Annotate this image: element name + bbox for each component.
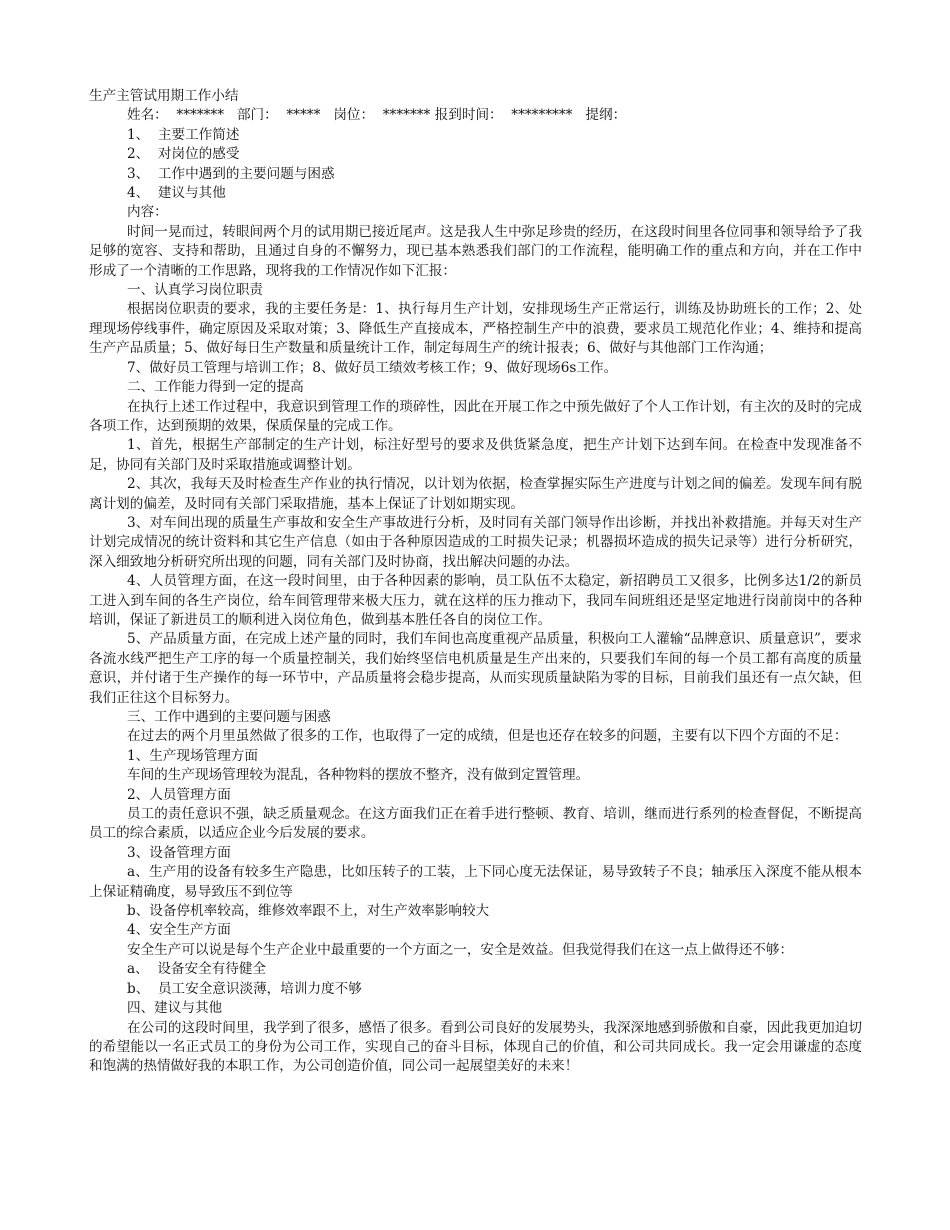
paragraph: 5、产品质量方面，在完成上述产量的同时，我们车间也高度重视产品质量，积极向工人灌输“品牌意识、质量意识”，要求各流水线严把生产工序的每一个质量控制关，我们始终坚信电机质量是生产出来的，只要我们车间的每一个员工都有高度的质量意识，并付诸于生产操作的每一环节中，产品质量将会稳步提高，从而实现质量缺陷为零的目标，目前我们虽还有一点欠缺，但我们正往这个目标努力。 <box>89 631 862 706</box>
paragraph: 车间的生产现场管理较为混乱，各种物料的摆放不整齐，没有做到定置管理。 <box>127 767 590 784</box>
paragraph: 1、首先，根据生产部制定的生产计划，标注好型号的要求及供货紧急度，把生产计划下达到车间。在检查中发现准备不足，协同有关部门及时采取措施或调整计划。 <box>89 437 862 473</box>
outline-item: 1、 主要工作简述 <box>127 126 240 143</box>
intro-paragraph: 时间一晃而过，转眼间两个月的试用期已接近尾声。这是我人生中弥足珍贵的经历，在这段时间里各位同事和领导给予了我足够的宽容、支持和帮助，且通过自身的不懈努力，现已基本熟悉我们部门的工作流程，能明确工作的重点和方向，并在工作中形成了一个清晰的工作思路，现将我的工作情况作如下汇报： <box>89 223 862 279</box>
paragraph: 3、对车间出现的质量生产事故和安全生产事故进行分析，及时同有关部门领导作出诊断，并找出补救措施。并每天对生产计划完成情况的统计资料和其它生产信息（如由于各种原因造成的工时损失记录；机器损坏造成的损失记录等）进行分析研究，深入细致地分析研究所出现的问题，同有关部门及时协商，找出解决问题的办法。 <box>89 514 862 570</box>
outline-item: 3、 工作中遇到的主要问题与困惑 <box>127 165 335 182</box>
outline-item: 4、 建议与其他 <box>127 185 226 202</box>
paragraph: a、生产用的设备有较多生产隐患，比如压转子的工装，上下同心度无法保证，易导致转子不良；轴承压入深度不能从根本上保证精确度，易导致压不到位等 <box>89 864 862 900</box>
list-item: a、 设备安全有待健全 <box>127 961 267 978</box>
paragraph: 根据岗位职责的要求，我的主要任务是：1、执行每月生产计划，安排现场生产正常运行，训练及协助班长的工作；2、处理现场停线事件，确定原因及采取对策；3、降低生产直接成本，严格控制生产中的浪费，要求员工规范化作业；4、维持和提高生产产品质量；5、做好每日生产数量和质量统计工作，制定每周生产的统计报表；6、做好与其他部门工作沟通； <box>89 301 862 357</box>
paragraph: 在执行上述工作过程中，我意识到管理工作的琐碎性，因此在开展工作之中预先做好了个人工作计划，有主次的及时的完成各项工作，达到预期的效果，保质保量的完成工作。 <box>89 398 862 434</box>
document-title: 生产主管试用期工作小结 <box>89 88 239 104</box>
section-heading: 三、工作中遇到的主要问题与困惑 <box>127 709 331 725</box>
content-label: 内容： <box>127 204 168 221</box>
paragraph: 在过去的两个月里虽然做了很多的工作，也取得了一定的成绩，但是也还存在较多的问题，主要有以下四个方面的不足： <box>127 728 848 745</box>
section-heading: 二、工作能力得到一定的提高 <box>127 379 304 396</box>
section-heading: 四、建议与其他 <box>127 1000 223 1017</box>
paragraph: 4、人员管理方面，在这一段时间里，由于各种因素的影响，员工队伍不太稳定，新招聘员工又很多，比例多达1/2的新员工进入到车间的各生产岗位，给车间管理带来极大压力，就在这样的压力推动下，我同车间班组还是坚定地进行岗前岗中的各种培训，保证了新进员工的顺利进入岗位角色，做到基本胜任各自的岗位工作。 <box>89 573 862 628</box>
paragraph: 安全生产可以说是每个生产企业中最重要的一个方面之一，安全是效益。但我觉得我们在这一点上做得还不够： <box>127 941 794 958</box>
paragraph: 在公司的这段时间里，我学到了很多，感悟了很多。看到公司良好的发展势头，我深深地感到骄傲和自豪，因此我更加迫切的希望能以一名正式员工的身份为公司工作，实现自己的奋斗目标，体现自己的价值，和公司共同成长。我一定会用谦虚的态度和饱满的热情做好我的本职工作，为公司创造价值，同公司一起展望美好的未来！ <box>89 1019 862 1075</box>
info-line: 姓名： ******* 部门： ***** 岗位： ******* 报到时间： ********* 提纲： <box>127 107 627 124</box>
outline-item: 2、 对岗位的感受 <box>127 146 240 163</box>
subheading: 3、设备管理方面 <box>127 844 231 861</box>
paragraph: 2、其次，我每天及时检查生产作业的执行情况，以计划为依据，检查掌握实际生产进度与计划之间的偏差。发现车间有脱离计划的偏差，及时同有关部门采取措施，基本上保证了计划如期实现。 <box>89 476 862 512</box>
paragraph: 7、做好员工管理与培训工作；8、做好员工绩效考核工作；9、做好现场6s工作。 <box>127 359 618 376</box>
section-heading: 一、认真学习岗位职责 <box>127 282 263 299</box>
subheading: 1、生产现场管理方面 <box>127 747 258 764</box>
list-item: b、 员工安全意识淡薄，培训力度不够 <box>127 980 362 997</box>
subheading: 4、安全生产方面 <box>127 922 231 939</box>
paragraph: b、设备停机率较高，维修效率跟不上，对生产效率影响较大 <box>127 903 490 920</box>
paragraph: 员工的责任意识不强，缺乏质量观念。在这方面我们正在着手进行整顿、教育、培训，继而进行系列的检查督促，不断提高员工的综合素质，以适应企业今后发展的要求。 <box>89 806 862 842</box>
subheading: 2、人员管理方面 <box>127 786 231 803</box>
